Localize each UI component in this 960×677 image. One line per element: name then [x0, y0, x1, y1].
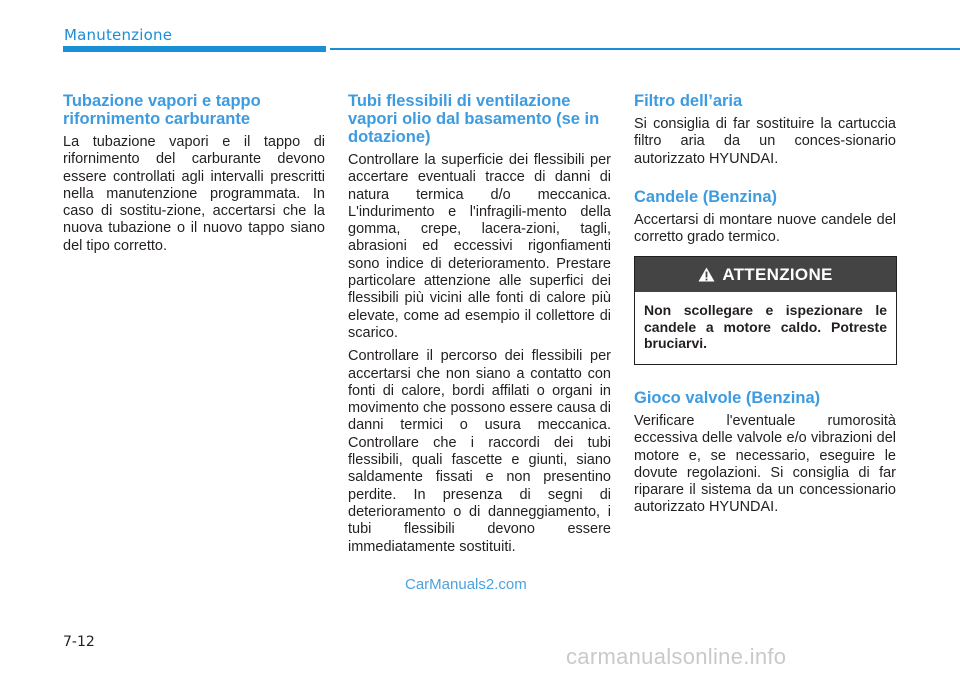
footer-site-mark: carmanualsonline.info	[566, 644, 787, 669]
spark-plugs-heading: Candele (Benzina)	[634, 187, 778, 206]
air-filter-text: Si consiglia di far sostituire la cartuccia filtro aria da un conces-sionario autorizzato HYUNDAI.	[634, 116, 896, 167]
valve-clearance-heading: Gioco valvole (Benzina)	[634, 388, 821, 407]
section-title: Manutenzione	[64, 26, 173, 44]
crankcase-hoses-text-1: Controllare la superficie dei flessibili per accertare eventuali tracce di danni di natura termica d/o meccanica. L'indurimento e l'infragili-mento della gomma, crepe, lacera-zioni, tagli, abrasioni ed eccessivi rigonfiamenti sono indice di deterioramento. Prestare particolare attenzione alle superfici dei flessibili più vicini alle fonti di calore più elevate, come ad esempio il collettore di scarico.	[348, 152, 611, 341]
air-filter-heading: Filtro dell’aria	[634, 92, 743, 110]
page-number: 7-12	[63, 634, 95, 650]
column-1	[63, 92, 325, 261]
fuel-vapor-text: La tubazione vapori e il tappo di rifornimento del carburante devono essere controllati agli intervalli prescritti nella manutenzione programmata. In caso di sostitu-zione, accertarsi che la nuova tubazione o il nuovo tappo siano del tipo corretto.	[63, 134, 325, 254]
valve-clearance-text: Verificare l'eventuale rumorosità eccessiva delle valvole e/o vibrazioni del motore e, se necessario, eseguire le dovute regolazioni. Si consiglia di far riparare il sistema da un concessionario autorizzato HYUNDAI.	[634, 412, 896, 516]
fuel-vapor-heading: Tubazione vapori e tappo rifornimento carburante	[63, 92, 261, 128]
spark-plugs-text: Accertarsi di montare nuove candele del corretto grado termico.	[634, 211, 896, 246]
column-2	[348, 92, 611, 562]
header-rule-thin	[330, 48, 960, 50]
column-3	[634, 92, 896, 523]
watermark-link[interactable]: CarManuals2.com	[405, 576, 527, 593]
header-rule-thick	[63, 46, 326, 52]
warning-box	[634, 256, 897, 365]
warning-triangle-icon	[698, 267, 715, 282]
warning-title: ATTENZIONE	[722, 264, 833, 284]
warning-header	[635, 257, 896, 292]
crankcase-hoses-heading: Tubi flessibili di ventilazione vapori olio dal basamento (se in dotazione)	[348, 92, 600, 146]
warning-text: Non scollegare e ispezionare le candele a motore caldo. Potreste bruciarvi.	[644, 302, 887, 352]
crankcase-hoses-text-2: Controllare il percorso dei flessibili per accertarsi che non siano a contatto con fonti di calore, bordi affilati o organi in movimento che possono essere causa di danni termici o usura meccanica. Controllare che i raccordi dei tubi flessibili, quali fascette e giunti, siano saldamente fissati e non presentino perdite. In presenza di segni di deterioramento o di danneggiamento, i tubi flessibili devono essere immediatamente sostituiti.	[348, 348, 611, 555]
